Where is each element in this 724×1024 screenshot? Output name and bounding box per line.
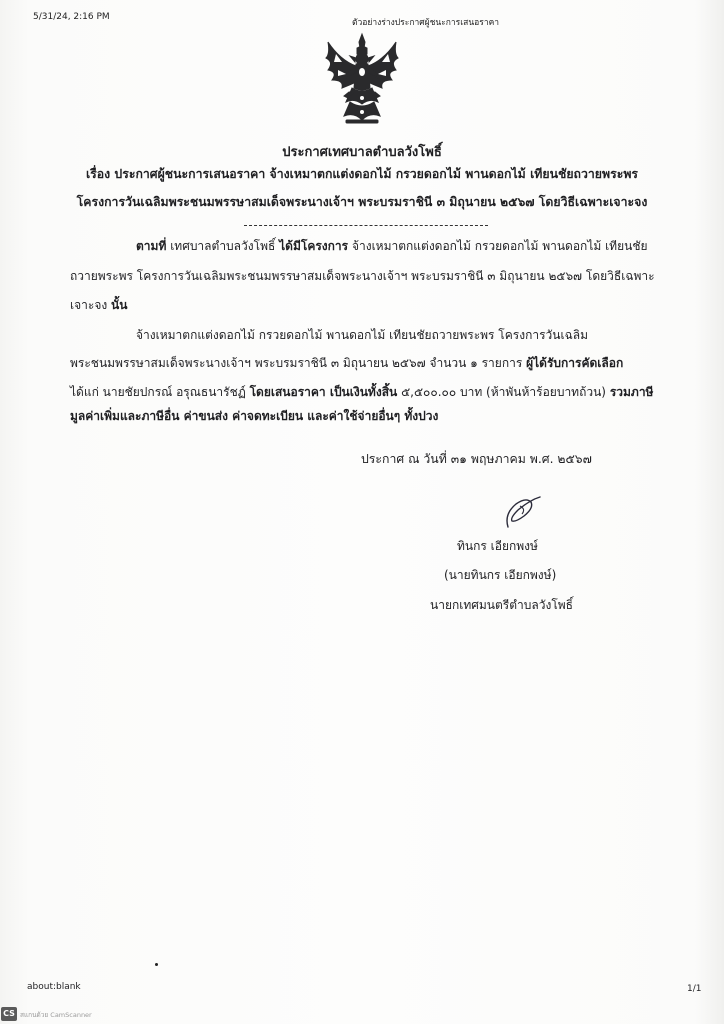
announcement-date: ประกาศ ณ วันที่ ๓๑ พฤษภาคม พ.ศ. ๒๕๖๗ bbox=[361, 452, 592, 466]
signer-name: ทินกร เอียกพงษ์ bbox=[457, 539, 538, 553]
p2-item: พระชนมพรรษาสมเด็จพระนางเจ้าฯ พระบรมราชินี ๓ มิถุนายน ๒๕๖๗ จำนวน ๑ รายการ bbox=[70, 356, 523, 370]
p2-amount-label: โดยเสนอราคา เป็นเงินทั้งสิ้น bbox=[249, 385, 398, 399]
p2-winner-label: ได้แก่ bbox=[70, 385, 99, 399]
garuda-emblem-icon bbox=[322, 32, 402, 126]
signer-full-name: (นายทินกร เอียกพงษ์) bbox=[444, 568, 557, 582]
camscanner-text: สแกนด้วย CamScanner bbox=[20, 1011, 92, 1019]
p1-project: จ้างเหมาตกแต่งดอกไม้ กรวยดอกไม้ พานดอกไม้ เทียนชัย bbox=[351, 239, 648, 253]
print-timestamp: 5/31/24, 2:16 PM bbox=[33, 12, 110, 22]
scan-speck bbox=[155, 963, 158, 966]
paragraph-1-line-2: ถวายพระพร โครงการวันเฉลิมพระชนมพรรษาสมเด็จพระนางเจ้าฯ พระบรมราชินี ๓ มิถุนายน ๒๕๖๗ โดยวิธีเฉพาะ bbox=[70, 269, 655, 283]
print-doc-caption: ตัวอย่างร่างประกาศผู้ชนะการเสนอราคา bbox=[352, 18, 500, 28]
p2-tax-detail: มูลค่าเพิ่มและภาษีอื่น ค่าขนส่ง ค่าจดทะเบียน และค่าใช้จ่ายอื่นๆ ทั้งปวง bbox=[70, 409, 439, 423]
subject-line-1 bbox=[60, 165, 664, 184]
p2-tax-label: รวมภาษี bbox=[609, 385, 654, 399]
subject-lead: เรื่อง ประกาศผู้ชนะการเสนอราคา bbox=[85, 167, 266, 181]
announcement-title: ประกาศเทศบาลตำบลวังโพธิ์ bbox=[282, 145, 442, 160]
section-divider bbox=[244, 225, 488, 226]
p1-project-label: ได้มีโครงการ bbox=[279, 239, 349, 253]
p2-amount: ๕,๕๐๐.๐๐ บาท (ห้าพันห้าร้อยบาทถ้วน) bbox=[401, 385, 606, 399]
subject-text-1: จ้างเหมาตกแต่งดอกไม้ กรวยดอกไม้ พานดอกไม้ เทียนชัยถวายพระพร bbox=[269, 167, 639, 181]
signer-position: นายกเทศมนตรีตำบลวังโพธิ์ bbox=[430, 598, 573, 612]
signature-icon bbox=[498, 494, 548, 532]
p2-selected-label: ผู้ได้รับการคัดเลือก bbox=[526, 356, 624, 370]
p1-end: นั้น bbox=[111, 298, 128, 312]
paragraph-2-line-1: จ้างเหมาตกแต่งดอกไม้ กรวยดอกไม้ พานดอกไม้ เทียนชัยถวายพระพร โครงการวันเฉลิม bbox=[136, 328, 589, 342]
p1-lead: ตามที่ bbox=[136, 239, 167, 253]
paragraph-1-line-3 bbox=[70, 291, 670, 320]
camscanner-logo-icon: CS bbox=[1, 1007, 17, 1021]
print-url: about:blank bbox=[27, 982, 81, 992]
paragraph-2-line-4 bbox=[70, 402, 670, 431]
p1-method: เจาะจง bbox=[70, 298, 108, 312]
p2-winner-name: นายชัยปกรณ์ อรุณธนารัชฏ์ bbox=[102, 385, 246, 399]
paragraph-1-line-1 bbox=[70, 232, 724, 261]
paragraph-2-line-2 bbox=[70, 349, 670, 378]
p1-org: เทศบาลตำบลวังโพธิ์ bbox=[170, 239, 276, 253]
print-page-count: 1/1 bbox=[687, 984, 702, 994]
subject-line-2: โครงการวันเฉลิมพระชนมพรรษาสมเด็จพระนางเจ้าฯ พระบรมราชินี ๓ มิถุนายน ๒๕๖๗ โดยวิธีเฉพาะเจาะจง bbox=[76, 195, 648, 209]
